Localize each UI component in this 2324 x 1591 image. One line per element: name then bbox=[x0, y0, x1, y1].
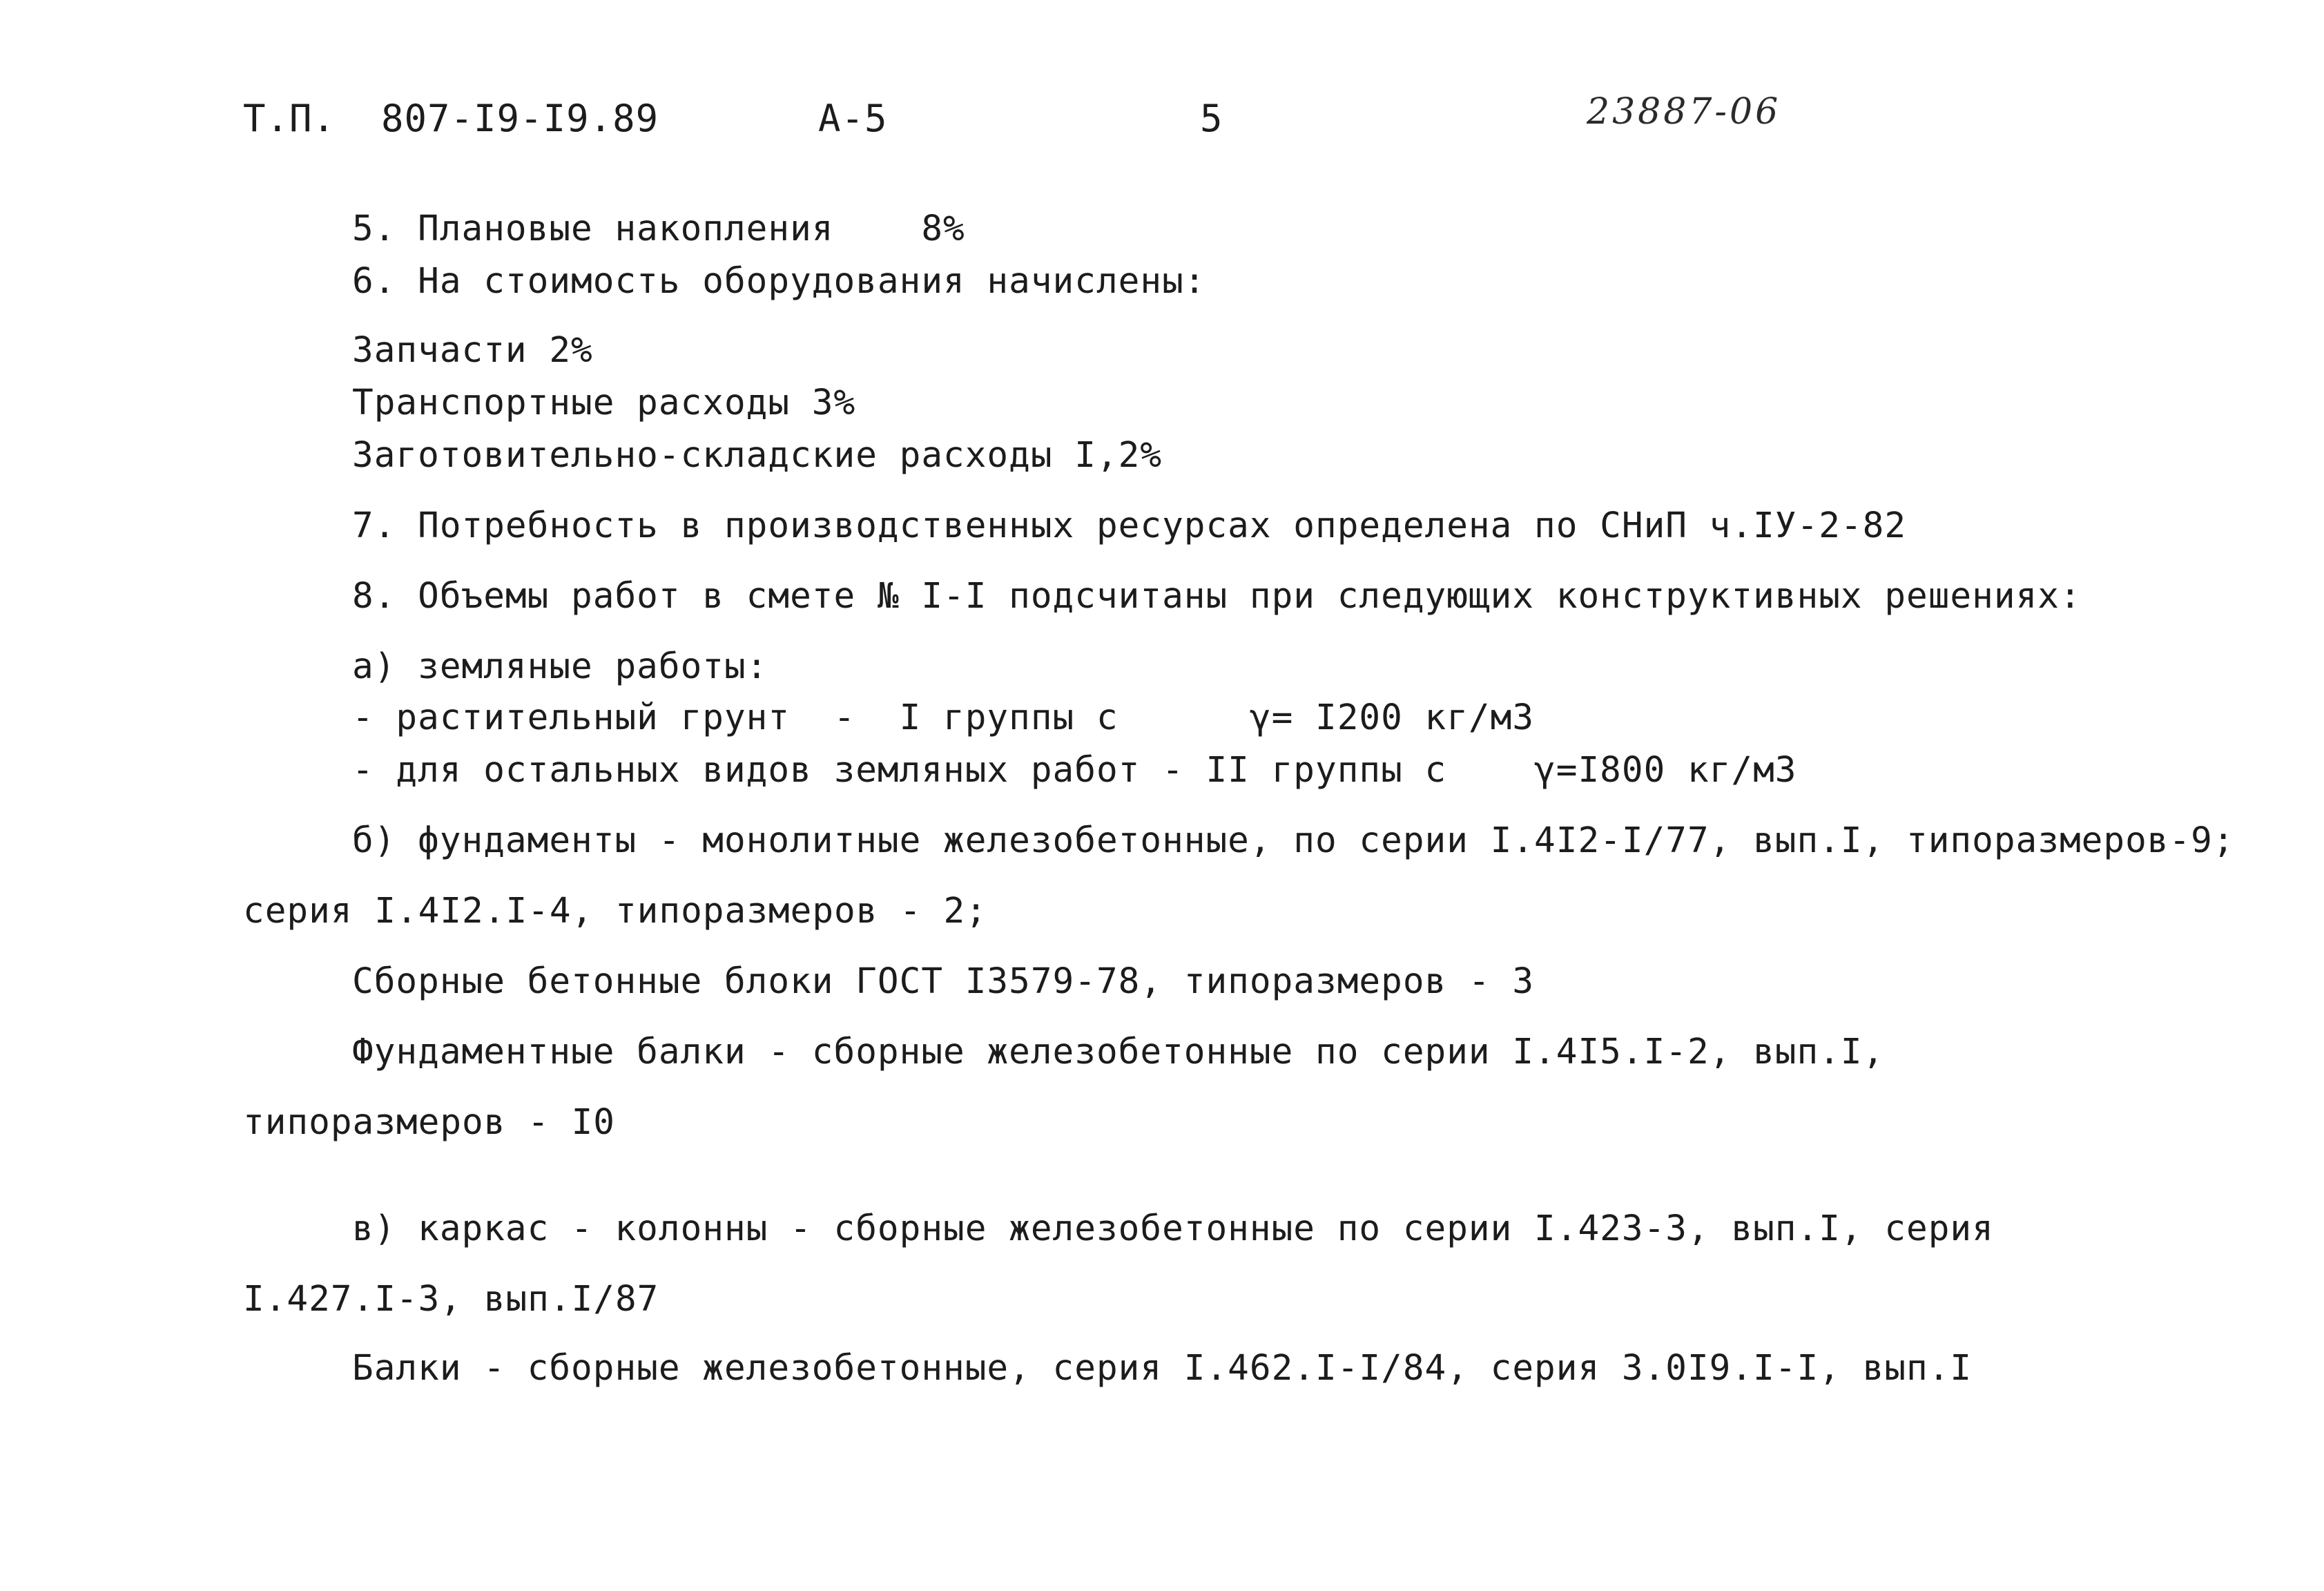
item-8-volumes: 8. Объемы работ в смете № I-I подсчитаны при следующих конструктивных решениях: bbox=[352, 576, 2082, 617]
transport-costs: Транспортные расходы 3% bbox=[352, 383, 856, 423]
album-number: А-5 bbox=[818, 97, 888, 140]
foundation-beams-line-1: Фундаментные балки - сборные железобетонные по серии I.4I5.I-2, вып.I, bbox=[352, 1032, 1885, 1072]
item-5-planned-savings: 5. Плановые накопления 8% bbox=[352, 209, 965, 249]
foundation-beams-line-2: типоразмеров - I0 bbox=[243, 1102, 615, 1143]
soil-other: - для остальных видов земляных работ - II группы с γ=I800 кг/м3 bbox=[352, 750, 1797, 791]
spare-parts: Запчасти 2% bbox=[352, 330, 593, 371]
frame-line-1: в) каркас - колонны - сборные железобетонные по серии I.423-3, вып.I, серия bbox=[352, 1208, 1994, 1249]
concrete-blocks: Сборные бетонные блоки ГОСТ I3579-78, типоразмеров - 3 bbox=[352, 961, 1535, 1002]
project-number: 807-I9-I9.89 bbox=[381, 97, 659, 140]
item-6-equipment-charges: 6. На стоимость оборудования начислены: bbox=[352, 261, 1206, 302]
frame-line-2: I.427.I-3, вып.I/87 bbox=[243, 1279, 659, 1320]
procurement-costs: Заготовительно-складские расходы I,2% bbox=[352, 435, 1163, 476]
page-number: 5 bbox=[1200, 97, 1223, 140]
soil-topsoil: - растительный грунт - I группы с γ= I200 кг/м3 bbox=[352, 697, 1535, 738]
beams-line: Балки - сборные железобетонные, серия I.462.I-I/84, серия 3.0I9.I-I, вып.I bbox=[352, 1348, 1973, 1389]
item-7-resources: 7. Потребность в производственных ресурсах определена по СНиП ч.IУ-2-82 bbox=[352, 505, 1907, 546]
earthworks-title: а) земляные работы: bbox=[352, 646, 768, 687]
foundations-line-1: б) фундаменты - монолитные железобетонные, по серии I.4I2-I/77, вып.I, типоразмеров-9; bbox=[352, 820, 2235, 861]
tp-label: Т.П. bbox=[243, 97, 336, 140]
inventory-number: 23887-06 bbox=[1587, 91, 1781, 133]
foundations-line-2: серия I.4I2.I-4, типоразмеров - 2; bbox=[243, 891, 987, 932]
